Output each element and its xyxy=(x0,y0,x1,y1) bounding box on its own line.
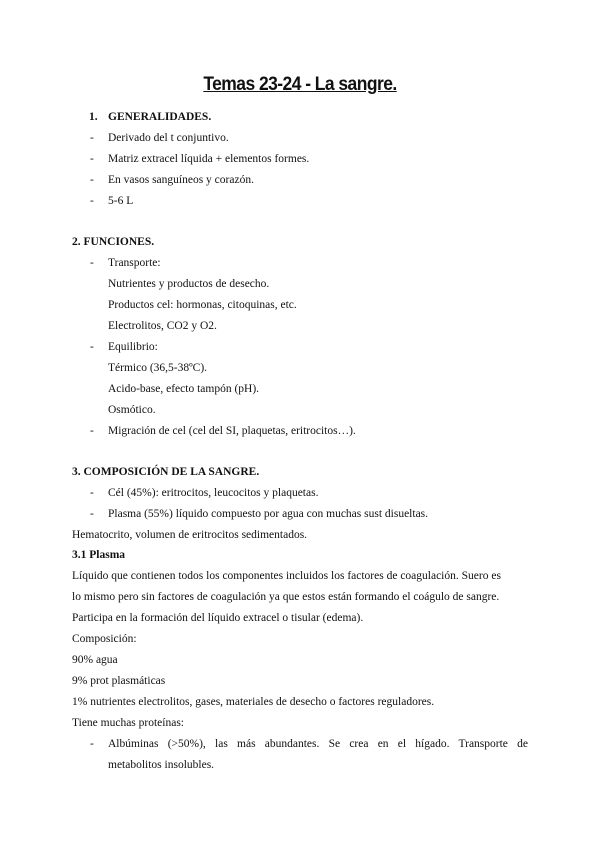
paragraph: Participa en la formación del líquido extracel o tisular (edema). xyxy=(72,612,364,624)
paragraph-line: Líquido que contienen todos los componentes incluidos los factores de coagulación. Suero es xyxy=(72,570,501,582)
composition-item: 90% agua xyxy=(72,654,118,666)
list-item: Albúminas (>50%), las más abundantes. Se crea en el hígado. Transporte de xyxy=(108,738,528,750)
list-item: Migración de cel (cel del SI, plaquetas, eritrocitos…). xyxy=(108,425,356,437)
section-3-1-heading: 3.1 Plasma xyxy=(72,549,126,561)
list-item: Cél (45%): eritrocitos, leucocitos y plaquetas. xyxy=(108,487,319,499)
bullet-dash: - xyxy=(90,508,94,520)
bullet-dash: - xyxy=(90,487,94,499)
list-item-continuation: metabolitos insolubles. xyxy=(108,759,215,771)
bullet-dash: - xyxy=(90,174,94,186)
sub-item: Térmico (36,5-38ºC). xyxy=(108,362,208,374)
list-item: Derivado del t conjuntivo. xyxy=(108,132,229,144)
proteins-label: Tiene muchas proteínas: xyxy=(72,717,185,729)
bullet-dash: - xyxy=(90,738,94,750)
list-item: En vasos sanguíneos y corazón. xyxy=(108,174,254,186)
bullet-dash: - xyxy=(90,425,94,437)
page-title: Temas 23-24 - La sangre. xyxy=(203,74,397,95)
list-item: Plasma (55%) líquido compuesto por agua con muchas sust disueltas. xyxy=(108,508,429,520)
section-3-heading: 3. COMPOSICIÓN DE LA SANGRE. xyxy=(72,466,260,478)
bullet-dash: - xyxy=(90,257,94,269)
section-2-heading: 2. FUNCIONES. xyxy=(72,236,155,248)
paragraph: Hematocrito, volumen de eritrocitos sedimentados. xyxy=(72,529,308,541)
sub-item: Osmótico. xyxy=(108,404,156,416)
list-item: Transporte: xyxy=(108,257,161,269)
sub-item: Nutrientes y productos de desecho. xyxy=(108,278,270,290)
section-1-number: 1. xyxy=(89,111,98,123)
bullet-dash: - xyxy=(90,132,94,144)
list-item: 5-6 L xyxy=(108,195,134,207)
bullet-dash: - xyxy=(90,153,94,165)
sub-item: Electrolitos, CO2 y O2. xyxy=(108,320,217,332)
composition-item: 9% prot plasmáticas xyxy=(72,675,166,687)
sub-item: Acido-base, efecto tampón (pH). xyxy=(108,383,260,395)
composition-item: 1% nutrientes electrolitos, gases, materiales de desecho o factores reguladores. xyxy=(72,696,435,708)
list-item: Equilibrio: xyxy=(108,341,158,353)
bullet-dash: - xyxy=(90,341,94,353)
section-1-heading: GENERALIDADES. xyxy=(108,111,212,123)
bullet-dash: - xyxy=(90,195,94,207)
list-item: Matriz extracel líquida + elementos formes. xyxy=(108,153,310,165)
composition-label: Composición: xyxy=(72,633,137,645)
paragraph-line: lo mismo pero sin factores de coagulación ya que estos están formando el coágulo de sangre. xyxy=(72,591,500,603)
sub-item: Productos cel: hormonas, citoquinas, etc. xyxy=(108,299,297,311)
